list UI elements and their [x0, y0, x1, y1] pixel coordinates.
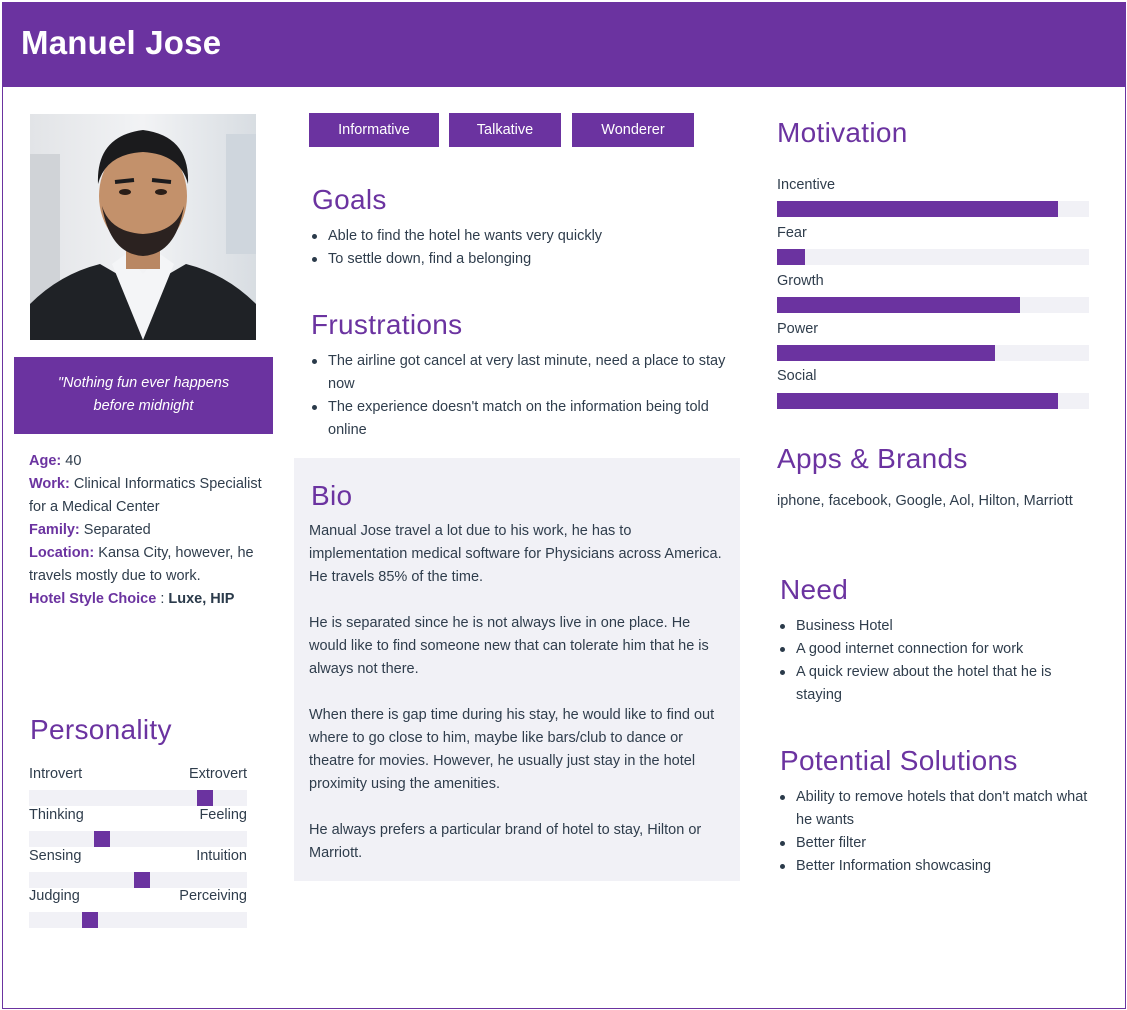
- need-title: Need: [780, 574, 849, 605]
- header-banner: [2, 2, 1126, 87]
- motivation-bar-track: [777, 345, 1089, 361]
- need-list: [778, 615, 1098, 707]
- list-item: Better Information showcasing: [778, 855, 1098, 878]
- age-value: 40: [65, 453, 82, 469]
- list-item: Ability to remove hotels that don't match what he wants: [778, 786, 1098, 832]
- hotel-style-label: Hotel Style Choice: [29, 591, 157, 607]
- trait-right-label: Perceiving: [179, 888, 247, 904]
- motivation-bar-fill: [777, 393, 1058, 409]
- trait-track: [29, 790, 247, 806]
- family-label: Family:: [29, 522, 80, 538]
- age-label: Age:: [29, 453, 62, 469]
- location-label: Location:: [29, 545, 95, 561]
- trait-introvert-extrovert: [29, 766, 247, 782]
- frustrations-title: Frustrations: [311, 309, 463, 340]
- work-value: Clinical Informatics Specialist for a Medical Center: [29, 476, 262, 515]
- motivation-bar-track: [777, 297, 1089, 313]
- detail-work: [29, 473, 265, 519]
- apps-brands-title: Apps & Brands: [777, 443, 968, 474]
- goals-list: [310, 225, 730, 271]
- work-label: Work:: [29, 476, 70, 492]
- bio-title: Bio: [311, 480, 353, 511]
- potential-solutions-list: [778, 786, 1098, 878]
- trait-marker: [134, 872, 150, 888]
- trait-left-label: Sensing: [29, 848, 82, 864]
- bio-paragraph: Manual Jose travel a lot due to his work, he has to implementation medical software for Physicians across America. He travels 85% of the time.: [309, 523, 722, 585]
- persona-photo: [30, 114, 256, 340]
- trait-marker: [197, 790, 213, 806]
- motivation-bar-track: [777, 393, 1089, 409]
- trait-sensing-intuition: [29, 848, 247, 864]
- trait-track: [29, 912, 247, 928]
- list-item: Business Hotel: [778, 615, 1098, 638]
- list-item: The experience doesn't match on the information being told online: [310, 396, 730, 442]
- personality-title: Personality: [30, 714, 172, 745]
- persona-photo-illustration: [30, 114, 256, 340]
- motivation-fear: [777, 222, 1089, 265]
- location-value: Kansa City, however, he travels mostly due to work.: [29, 545, 254, 584]
- motivation-label: Fear: [777, 225, 807, 241]
- motivation-bar-track: [777, 201, 1089, 217]
- tag-talkative: Talkative: [449, 113, 561, 147]
- trait-track: [29, 831, 247, 847]
- persona-details: [29, 450, 265, 611]
- trait-left-label: Introvert: [29, 766, 83, 782]
- motivation-title: Motivation: [777, 117, 908, 148]
- list-item: Able to find the hotel he wants very quickly: [310, 225, 730, 248]
- trait-left-label: Judging: [29, 888, 80, 904]
- motivation-growth: [777, 270, 1089, 313]
- bio-text: [309, 520, 729, 888]
- trait-right-label: Feeling: [199, 807, 247, 823]
- apps-brands-text: iphone, facebook, Google, Aol, Hilton, Marriott: [777, 493, 1073, 509]
- bio-paragraph: He is separated since he is not always live in one place. He would like to find someone new that can tolerate him that he is always not there.: [309, 615, 709, 677]
- trait-marker: [82, 912, 98, 928]
- hotel-style-value: Luxe, HIP: [168, 591, 235, 607]
- motivation-incentive: [777, 174, 1089, 217]
- list-item: The airline got cancel at very last minute, need a place to stay now: [310, 350, 730, 396]
- motivation-bar-fill: [777, 201, 1058, 217]
- motivation-bar-track: [777, 249, 1089, 265]
- motivation-bar-fill: [777, 345, 995, 361]
- detail-age: [29, 450, 265, 473]
- motivation-social: [777, 365, 1089, 409]
- tag-wonderer: Wonderer: [572, 113, 694, 147]
- motivation-label: Growth: [777, 273, 824, 289]
- persona-quote: [14, 357, 273, 434]
- bio-paragraph: He always prefers a particular brand of hotel to stay, Hilton or Marriott.: [309, 822, 702, 861]
- list-item: A quick review about the hotel that he is staying: [778, 661, 1098, 707]
- motivation-label: Social: [777, 368, 817, 384]
- trait-right-label: Intuition: [196, 848, 247, 864]
- motivation-label: Incentive: [777, 177, 836, 193]
- trait-judging-perceiving: [29, 888, 247, 904]
- trait-left-label: Thinking: [29, 807, 84, 823]
- detail-location: [29, 542, 265, 588]
- bio-paragraph: When there is gap time during his stay, he would like to find out where to go close to him, maybe like bars/club to dance or theatre for movies. However, he usually just stay in the hotel proximity using the amenities.: [309, 707, 715, 792]
- list-item: To settle down, find a belonging: [310, 248, 730, 271]
- detail-hotel-style: [29, 588, 265, 611]
- persona-name: Manuel Jose: [21, 24, 222, 61]
- quote-text: "Nothing fun ever happens before midnight: [57, 375, 230, 414]
- motivation-label: Power: [777, 321, 819, 337]
- bio-panel: [294, 458, 740, 881]
- trait-track: [29, 872, 247, 888]
- detail-family: [29, 519, 265, 542]
- tag-informative: Informative: [309, 113, 439, 147]
- trait-marker: [94, 831, 110, 847]
- hotel-style-separator: :: [156, 591, 169, 607]
- motivation-bar-fill: [777, 249, 805, 265]
- frustrations-list: [310, 350, 730, 442]
- trait-right-label: Extrovert: [188, 766, 247, 782]
- motivation-power: [777, 318, 1089, 361]
- goals-title: Goals: [312, 184, 387, 215]
- motivation-bar-fill: [777, 297, 1020, 313]
- trait-thinking-feeling: [29, 807, 247, 823]
- potential-solutions-title: Potential Solutions: [780, 745, 1018, 776]
- family-value: Separated: [83, 522, 151, 538]
- list-item: Better filter: [778, 832, 1098, 855]
- list-item: A good internet connection for work: [778, 638, 1098, 661]
